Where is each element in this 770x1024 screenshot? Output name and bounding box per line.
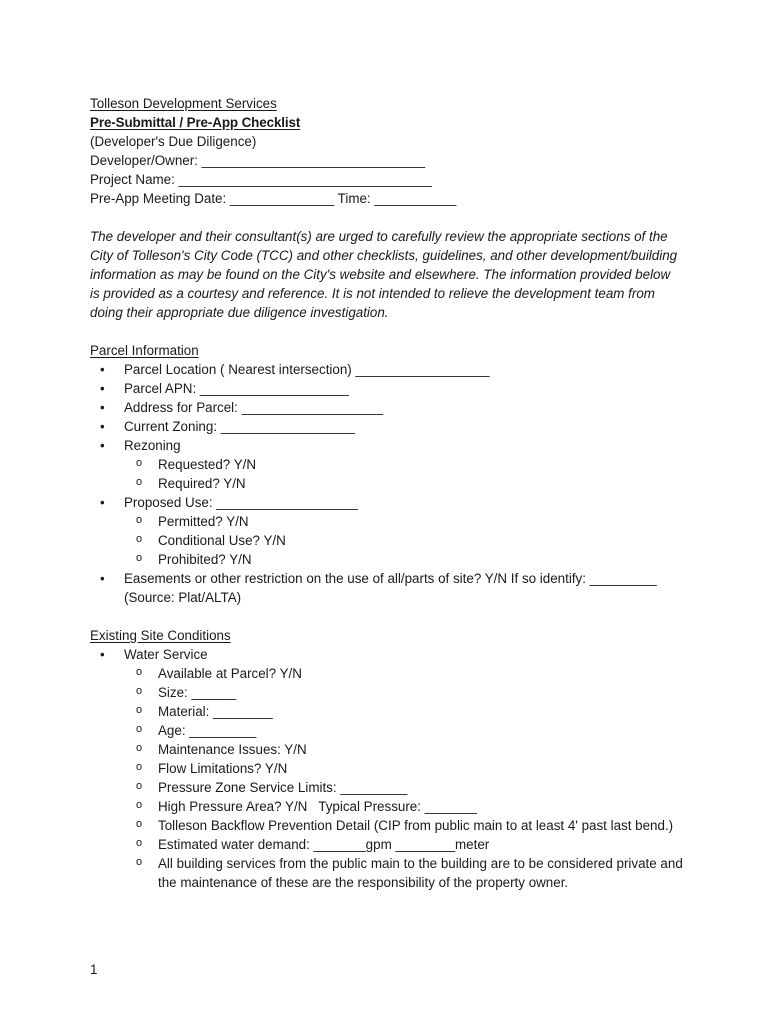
water-maintenance[interactable]: o Maintenance Issues: Y/N	[124, 740, 690, 759]
rezoning-label: • Rezoning	[124, 438, 181, 453]
page-title: Pre-Submittal / Pre-App Checklist	[90, 115, 301, 130]
water-flow[interactable]: o Flow Limitations? Y/N	[124, 759, 690, 778]
project-name-field[interactable]: Project Name: __________________________________	[90, 172, 432, 187]
parcel-apn-field[interactable]: • Parcel APN: ____________________	[90, 379, 690, 398]
water-size-field[interactable]: o Size: ______	[124, 683, 690, 702]
use-conditional[interactable]: o Conditional Use? Y/N	[124, 531, 690, 550]
easements-field[interactable]: • Easements or other restriction on the use of all/parts of site? Y/N If so identify: _________	[124, 571, 657, 586]
rezoning-sublist	[124, 455, 690, 493]
water-age-field[interactable]: o Age: _________	[124, 721, 690, 740]
easements-source: (Source: Plat/ALTA)	[124, 590, 242, 605]
site-section	[90, 626, 690, 892]
parcel-list	[90, 360, 690, 607]
water-available[interactable]: o Available at Parcel? Y/N	[124, 664, 690, 683]
water-service-label: • Water Service	[124, 647, 208, 662]
water-demand-field[interactable]: o Estimated water demand: _______gpm ________meter	[124, 835, 690, 854]
use-prohibited[interactable]: o Prohibited? Y/N	[124, 550, 690, 569]
easements-item	[90, 569, 690, 607]
water-service-item	[90, 645, 690, 892]
developer-owner-field[interactable]: Developer/Owner: ______________________________	[90, 153, 426, 168]
rezoning-requested[interactable]: o Requested? Y/N	[124, 455, 690, 474]
subtitle: (Developer's Due Diligence)	[90, 134, 257, 149]
current-zoning-field[interactable]: • Current Zoning: __________________	[90, 417, 690, 436]
use-permitted[interactable]: o Permitted? Y/N	[124, 512, 690, 531]
page-number: 1	[90, 962, 98, 977]
parcel-location-field[interactable]: • Parcel Location ( Nearest intersection) __________________	[90, 360, 690, 379]
water-material-field[interactable]: o Material: ________	[124, 702, 690, 721]
water-backflow-detail: o Tolleson Backflow Prevention Detail (CIP from public main to at least 4' past last bend.)	[124, 816, 690, 835]
water-pressure-zone-field[interactable]: o Pressure Zone Service Limits: _________	[124, 778, 690, 797]
water-private-services-note: o All building services from the public main to the building are to be considered private and the maintenance of these are the responsibility of the property owner.	[124, 854, 690, 892]
site-list	[90, 645, 690, 892]
proposed-use-field[interactable]: • Proposed Use: ___________________	[124, 495, 358, 510]
intro-paragraph: The developer and their consultant(s) are urged to carefully review the appropriate sections of the City of Tolleson's City Code (TCC) and other checklists, guidelines, and other development/building information as may be found on the City's website and elsewhere. The information provided below is provided as a courtesy and reference. It is not intended to relieve the development team from doing their appropriate due diligence investigation.	[90, 229, 678, 320]
water-service-sublist	[124, 664, 690, 892]
site-heading: Existing Site Conditions	[90, 628, 231, 643]
parcel-address-field[interactable]: • Address for Parcel: ___________________	[90, 398, 690, 417]
parcel-heading: Parcel Information	[90, 343, 199, 358]
parcel-section	[90, 341, 690, 607]
rezoning-item	[90, 436, 690, 493]
proposed-use-sublist	[124, 512, 690, 569]
water-high-pressure-field[interactable]: o High Pressure Area? Y/N Typical Pressure: _______	[124, 797, 690, 816]
rezoning-required[interactable]: o Required? Y/N	[124, 474, 690, 493]
org-name: Tolleson Development Services	[90, 96, 277, 111]
meeting-date-time-field[interactable]: Pre-App Meeting Date: ______________ Time: ___________	[90, 191, 457, 206]
document-page	[90, 94, 690, 892]
proposed-use-item	[90, 493, 690, 569]
